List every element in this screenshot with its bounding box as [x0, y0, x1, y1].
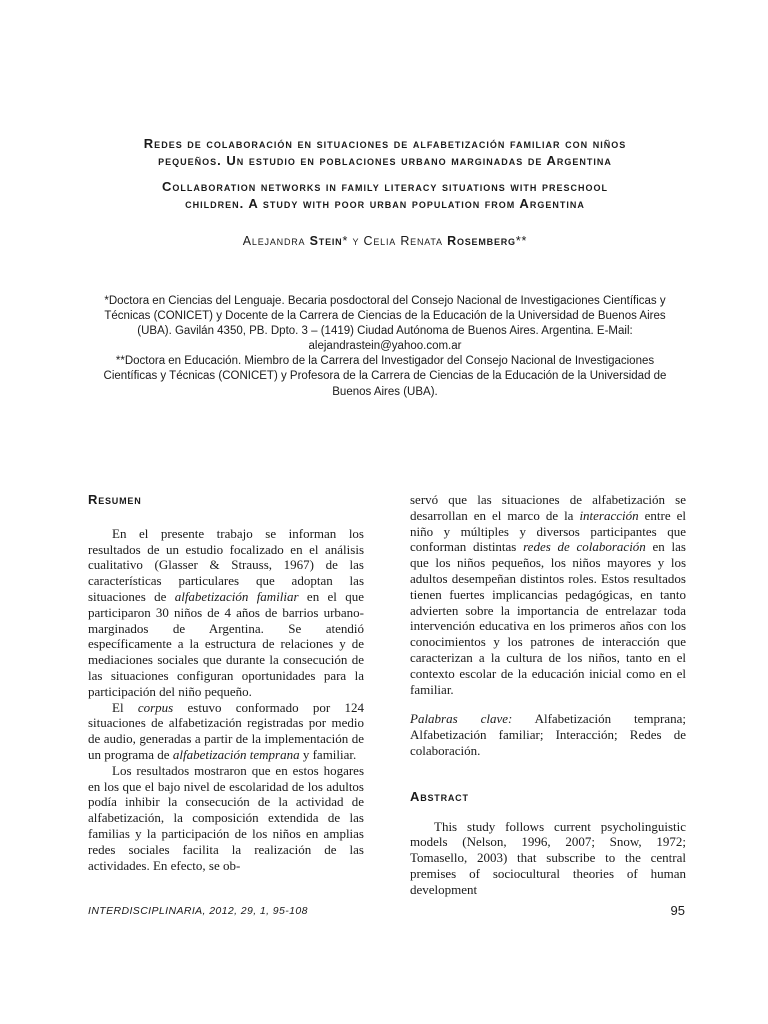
resumen-p4-emphasis-1: interacción [579, 507, 639, 523]
right-column [410, 492, 686, 898]
title-spanish-line2: pequeños. Un estudio en poblaciones urbano marginadas de Argentina [158, 153, 612, 168]
authors-line [90, 234, 680, 248]
resumen-p2-emphasis-1: corpus [137, 699, 174, 715]
resumen-p1-emphasis: alfabetización familiar [174, 588, 299, 604]
title-spanish [90, 135, 680, 169]
resumen-p2-emphasis-2: alfabetización temprana [172, 746, 300, 762]
affiliations [92, 294, 678, 400]
resumen-paragraph-2 [88, 700, 364, 763]
keywords-label: Palabras clave: [410, 711, 513, 727]
author1-mark: * [342, 234, 349, 248]
resumen-p4-emphasis-2: redes de colaboración [523, 539, 646, 555]
author-connector: y [352, 234, 360, 248]
resumen-p1-text-b: en el que participaron 30 niños de 4 años de barrios urbano-marginados de Argentina. Se atendió específicamente a la estructura de relaciones y de mediaciones sociales que durante la consecución de las situaciones configuran oportunidades para la participación del niño pequeño. [88, 588, 364, 699]
author1-first: Alejandra [242, 234, 306, 248]
resumen-p1-text-a: En el presente trabajo se informan los resultados de un estudio focalizado en el análisis cualitativo (Glasser & Strauss, 1967) de las características particulares que adoptan las situaciones de [88, 525, 364, 604]
affiliation-1: *Doctora en Ciencias del Lenguaje. Becaria posdoctoral del Consejo Nacional de Investigaciones Científicas y Técnicas (CONICET) y Docente de la Carrera de Ciencias de la Educación de la Universidad de Buenos Aires (UBA). Gavilán 4350, PB. Dpto. 3 – (1419) Ciudad Autónoma de Buenos Aires. Argentina. E-Mail: alejandrastein@yahoo.com.ar [104, 295, 666, 353]
resumen-paragraph-1 [88, 526, 364, 700]
left-column [88, 492, 364, 873]
resumen-paragraph-3: Los resultados mostraron que en estos hogares en los que el bajo nivel de escolaridad de los adultos podía inhibir la consecución de la actividad de alfabetización, la composición extendida de las familias y la participación de los niños en amplias redes sociales facilita la realización de las actividades. En efecto, se ob- [88, 762, 364, 873]
resumen-paragraph-3-continued [410, 492, 686, 697]
affiliation-2: **Doctora en Educación. Miembro de la Carrera del Investigador del Consejo Nacional de Investigaciones Científicas y Técnicas (CONICET) y Profesora de la Carrera de Ciencias de la Educación de la Universidad de Buenos Aires (UBA). [103, 355, 667, 398]
resumen-heading: Resumen [88, 492, 142, 507]
author2-last: Rosemberg [447, 234, 516, 248]
resumen-p4-text-c: en las que los niños pequeños, los niños mayores y los adultos desempeñan distintos roles. Estos resultados tienen fuertes implicancias pedagógicas, en tanto advierten sobre la importancia de entrelazar toda intervención educativa en los primeros años con los conocimientos y los patrones de interacción que caracterizan a la cultura de los niños, tanto en el contexto escolar de la educación inicial como en el familiar. [410, 539, 686, 697]
resumen-p2-text-b: estuvo conformado por 124 situaciones de alfabetización registradas por medio de audio, generadas a partir de la implementación de un programa de [88, 699, 364, 762]
resumen-p4-text-a: servó que las situaciones de alfabetización se desarrollan en el marco de la [410, 492, 686, 523]
author2-first: Celia Renata [363, 234, 443, 248]
resumen-p4-text-b: entre el niño y múltiples y diversos participantes que conforman distintas [410, 507, 686, 555]
keywords [410, 711, 686, 758]
title-english-line1: Collaboration networks in family literacy situations with preschool [162, 179, 608, 194]
resumen-p2-text-c: y familiar. [299, 746, 357, 762]
resumen-p2-text-a: El [112, 699, 138, 715]
title-spanish-line1: Redes de colaboración en situaciones de alfabetización familiar con niños [143, 136, 627, 151]
title-english-line2: children. A study with poor urban population from Argentina [185, 196, 585, 211]
page-number: 95 [670, 903, 685, 918]
author1-last: Stein [309, 234, 343, 248]
journal-citation: INTERDISCIPLINARIA, 2012, 29, 1, 95-108 [88, 905, 308, 917]
author2-mark: ** [515, 234, 528, 248]
title-english [90, 178, 680, 212]
abstract-heading: Abstract [410, 788, 469, 804]
abstract-paragraph-1: This study follows current psycholinguistic models (Nelson, 1996, 2007; Snow, 1972; Tomasello, 2003) that subscribe to the central premises of sociocultural theories of human development [410, 818, 686, 897]
keywords-text: Alfabetización temprana; Alfabetización familiar; Interacción; Redes de colaboración. [410, 711, 686, 758]
